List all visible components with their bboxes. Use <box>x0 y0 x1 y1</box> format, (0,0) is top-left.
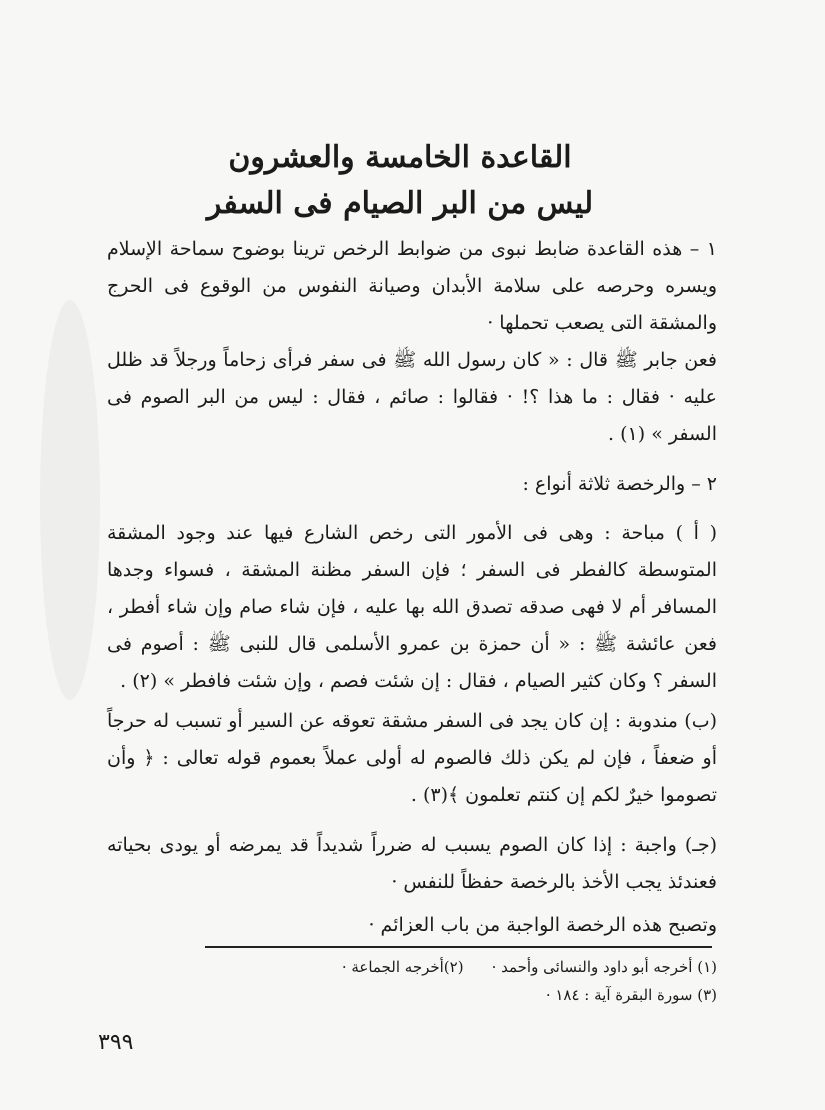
footnote-line-2 <box>117 983 717 1007</box>
footnote-1: (١) أخرجه أبو داود والنسائى وأحمد · <box>491 958 717 976</box>
paragraph-types-heading: ٢ – والرخصة ثلاثة أنواع : <box>522 473 717 495</box>
paragraph-hadith-jabir: فعن جابر ﷺ قال : « كان رسول الله ﷺ فى سفر فرأى زحاماً ورجلاً قد ظلل عليه · فقال : ما هذا ؟! · فقالوا : صائم ، فقال : ليس من البر الصوم فى السفر » (١) . <box>107 349 717 445</box>
paragraph-type-recommended: (ب) مندوبة : إن كان يجد فى السفر مشقة تعوقه عن السير أو تسبب له حرجاً أو ضعفاً ، فإن لم يكن ذلك فالصوم له أولى عملاً بعموم قوله تعالى : ﴿ وأن تصوموا خيرٌ لكم إن كنتم تعلمون ﴾(٣) . <box>107 710 717 806</box>
rule-subtitle: ليس من البر الصيام فى السفر <box>206 186 594 221</box>
paragraph-conclusion: وتصبح هذه الرخصة الواجبة من باب العزائم · <box>368 914 717 936</box>
footnote-3: (٣) سورة البقرة آية : ١٨٤ · <box>545 986 717 1004</box>
paragraph-type-obligatory: (جـ) واجبة : إذا كان الصوم يسبب له ضرراً شديداً قد يمرضه أو يودى بحياته فعندئذ يجب الأخذ بالرخصة حفظاً للنفس · <box>107 834 717 893</box>
rule-title: القاعدة الخامسة والعشرون <box>228 140 572 175</box>
scan-shadow <box>40 300 100 700</box>
footnote-divider <box>205 946 712 948</box>
page-number: ٣٩٩ <box>98 1030 134 1055</box>
footnote-2: (٢)أخرجه الجماعة · <box>341 958 464 976</box>
footnote-line-1 <box>117 955 717 979</box>
paragraph-type-permissible: ( أ ) مباحة : وهى فى الأمور التى رخص الشارع فيها عند وجود المشقة المتوسطة كالفطر فى السفر ؛ فإن السفر مظنة المشقة ، فسواء وجدها المسافر أم لا فهى صدقه تصدق الله بها عليه ، فإن شاء صام وإن شاء أفطر ، فعن عائشة ﷺ : « أن حمزة بن عمرو الأسلمى قال للنبى ﷺ : أصوم فى السفر ؟ وكان كثير الصيام ، فقال : إن شئت فصم ، وإن شئت فافطر » (٢) . <box>107 522 717 692</box>
paragraph-intro: ١ – هذه القاعدة ضابط نبوى من ضوابط الرخص ترينا بوضوح سماحة الإسلام ويسره وحرصه على سلامة الأبدان وصيانة النفوس من الوقوع فى الحرج والمشقة التى يصعب تحملها · <box>107 238 717 334</box>
